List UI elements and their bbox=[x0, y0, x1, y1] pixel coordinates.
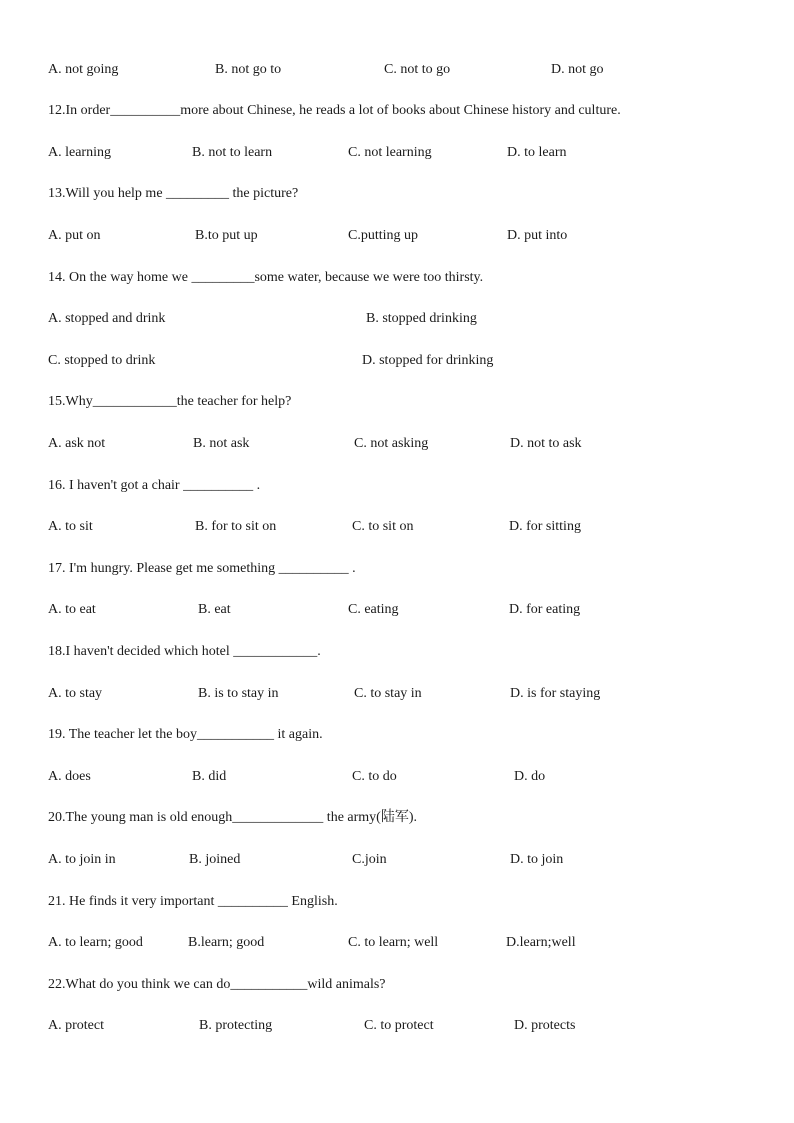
option-c: C. not learning bbox=[348, 145, 432, 160]
option-c: C. to learn; well bbox=[348, 935, 439, 950]
option-d: D.learn;well bbox=[506, 935, 576, 950]
option-c: C.join bbox=[352, 852, 387, 867]
question-12: 12.In order__________more about Chinese, he reads a lot of books about Chinese history and culture. bbox=[48, 103, 621, 118]
option-b: B. eat bbox=[198, 602, 231, 617]
option-c: C. to sit on bbox=[352, 519, 414, 534]
question-18: 18.I haven't decided which hotel ____________. bbox=[48, 644, 321, 659]
question-22: 22.What do you think we can do___________wild animals? bbox=[48, 977, 386, 992]
option-b: B. protecting bbox=[199, 1018, 273, 1033]
option-c: C. to do bbox=[352, 769, 397, 784]
option-a: A. to eat bbox=[48, 602, 96, 617]
option-b: B. joined bbox=[189, 852, 241, 867]
question-19: 19. The teacher let the boy___________ it again. bbox=[48, 727, 323, 742]
option-b: B. not go to bbox=[215, 62, 282, 77]
question-16: 16. I haven't got a chair __________ . bbox=[48, 478, 261, 493]
option-d: D. not go bbox=[551, 62, 604, 77]
option-c: C. to protect bbox=[364, 1018, 434, 1033]
option-d: D. put into bbox=[507, 228, 568, 243]
option-c: C. not to go bbox=[384, 62, 451, 77]
question-21: 21. He finds it very important __________ English. bbox=[48, 894, 338, 909]
option-a: A. ask not bbox=[48, 436, 106, 451]
question-20: 20.The young man is old enough_____________ the army(陆军). bbox=[48, 810, 418, 825]
option-b: B.learn; good bbox=[188, 935, 265, 950]
option-a: A. to join in bbox=[48, 852, 116, 867]
option-b: B.to put up bbox=[195, 228, 258, 243]
option-a: A. stopped and drink bbox=[48, 311, 166, 326]
option-d: D. for sitting bbox=[509, 519, 581, 534]
question-14: 14. On the way home we _________some water, because we were too thirsty. bbox=[48, 270, 484, 285]
option-b: B. did bbox=[192, 769, 227, 784]
question-13: 13.Will you help me _________ the picture? bbox=[48, 186, 299, 201]
option-a: A. protect bbox=[48, 1018, 104, 1033]
option-a: A. to learn; good bbox=[48, 935, 143, 950]
option-c: C. to stay in bbox=[354, 686, 422, 701]
option-b: B. stopped drinking bbox=[366, 311, 477, 326]
option-d: D. to learn bbox=[507, 145, 567, 160]
option-b: B. not ask bbox=[193, 436, 250, 451]
option-b: B. is to stay in bbox=[198, 686, 279, 701]
option-d: D. for eating bbox=[509, 602, 581, 617]
question-17: 17. I'm hungry. Please get me something __________ . bbox=[48, 561, 356, 576]
option-a: A. to stay bbox=[48, 686, 103, 701]
option-c: C. eating bbox=[348, 602, 399, 617]
option-c: C. not asking bbox=[354, 436, 429, 451]
option-b: B. for to sit on bbox=[195, 519, 277, 534]
option-c: C. stopped to drink bbox=[48, 353, 156, 368]
option-a: A. put on bbox=[48, 228, 101, 243]
option-a: A. does bbox=[48, 769, 91, 784]
option-d: D. protects bbox=[514, 1018, 576, 1033]
option-d: D. to join bbox=[510, 852, 564, 867]
option-c: C.putting up bbox=[348, 228, 419, 243]
option-d: D. stopped for drinking bbox=[362, 353, 494, 368]
option-d: D. is for staying bbox=[510, 686, 601, 701]
option-d: D. not to ask bbox=[510, 436, 582, 451]
question-15: 15.Why____________the teacher for help? bbox=[48, 394, 292, 409]
option-a: A. not going bbox=[48, 62, 119, 77]
option-a: A. to sit bbox=[48, 519, 93, 534]
option-b: B. not to learn bbox=[192, 145, 273, 160]
option-d: D. do bbox=[514, 769, 546, 784]
option-a: A. learning bbox=[48, 145, 111, 160]
